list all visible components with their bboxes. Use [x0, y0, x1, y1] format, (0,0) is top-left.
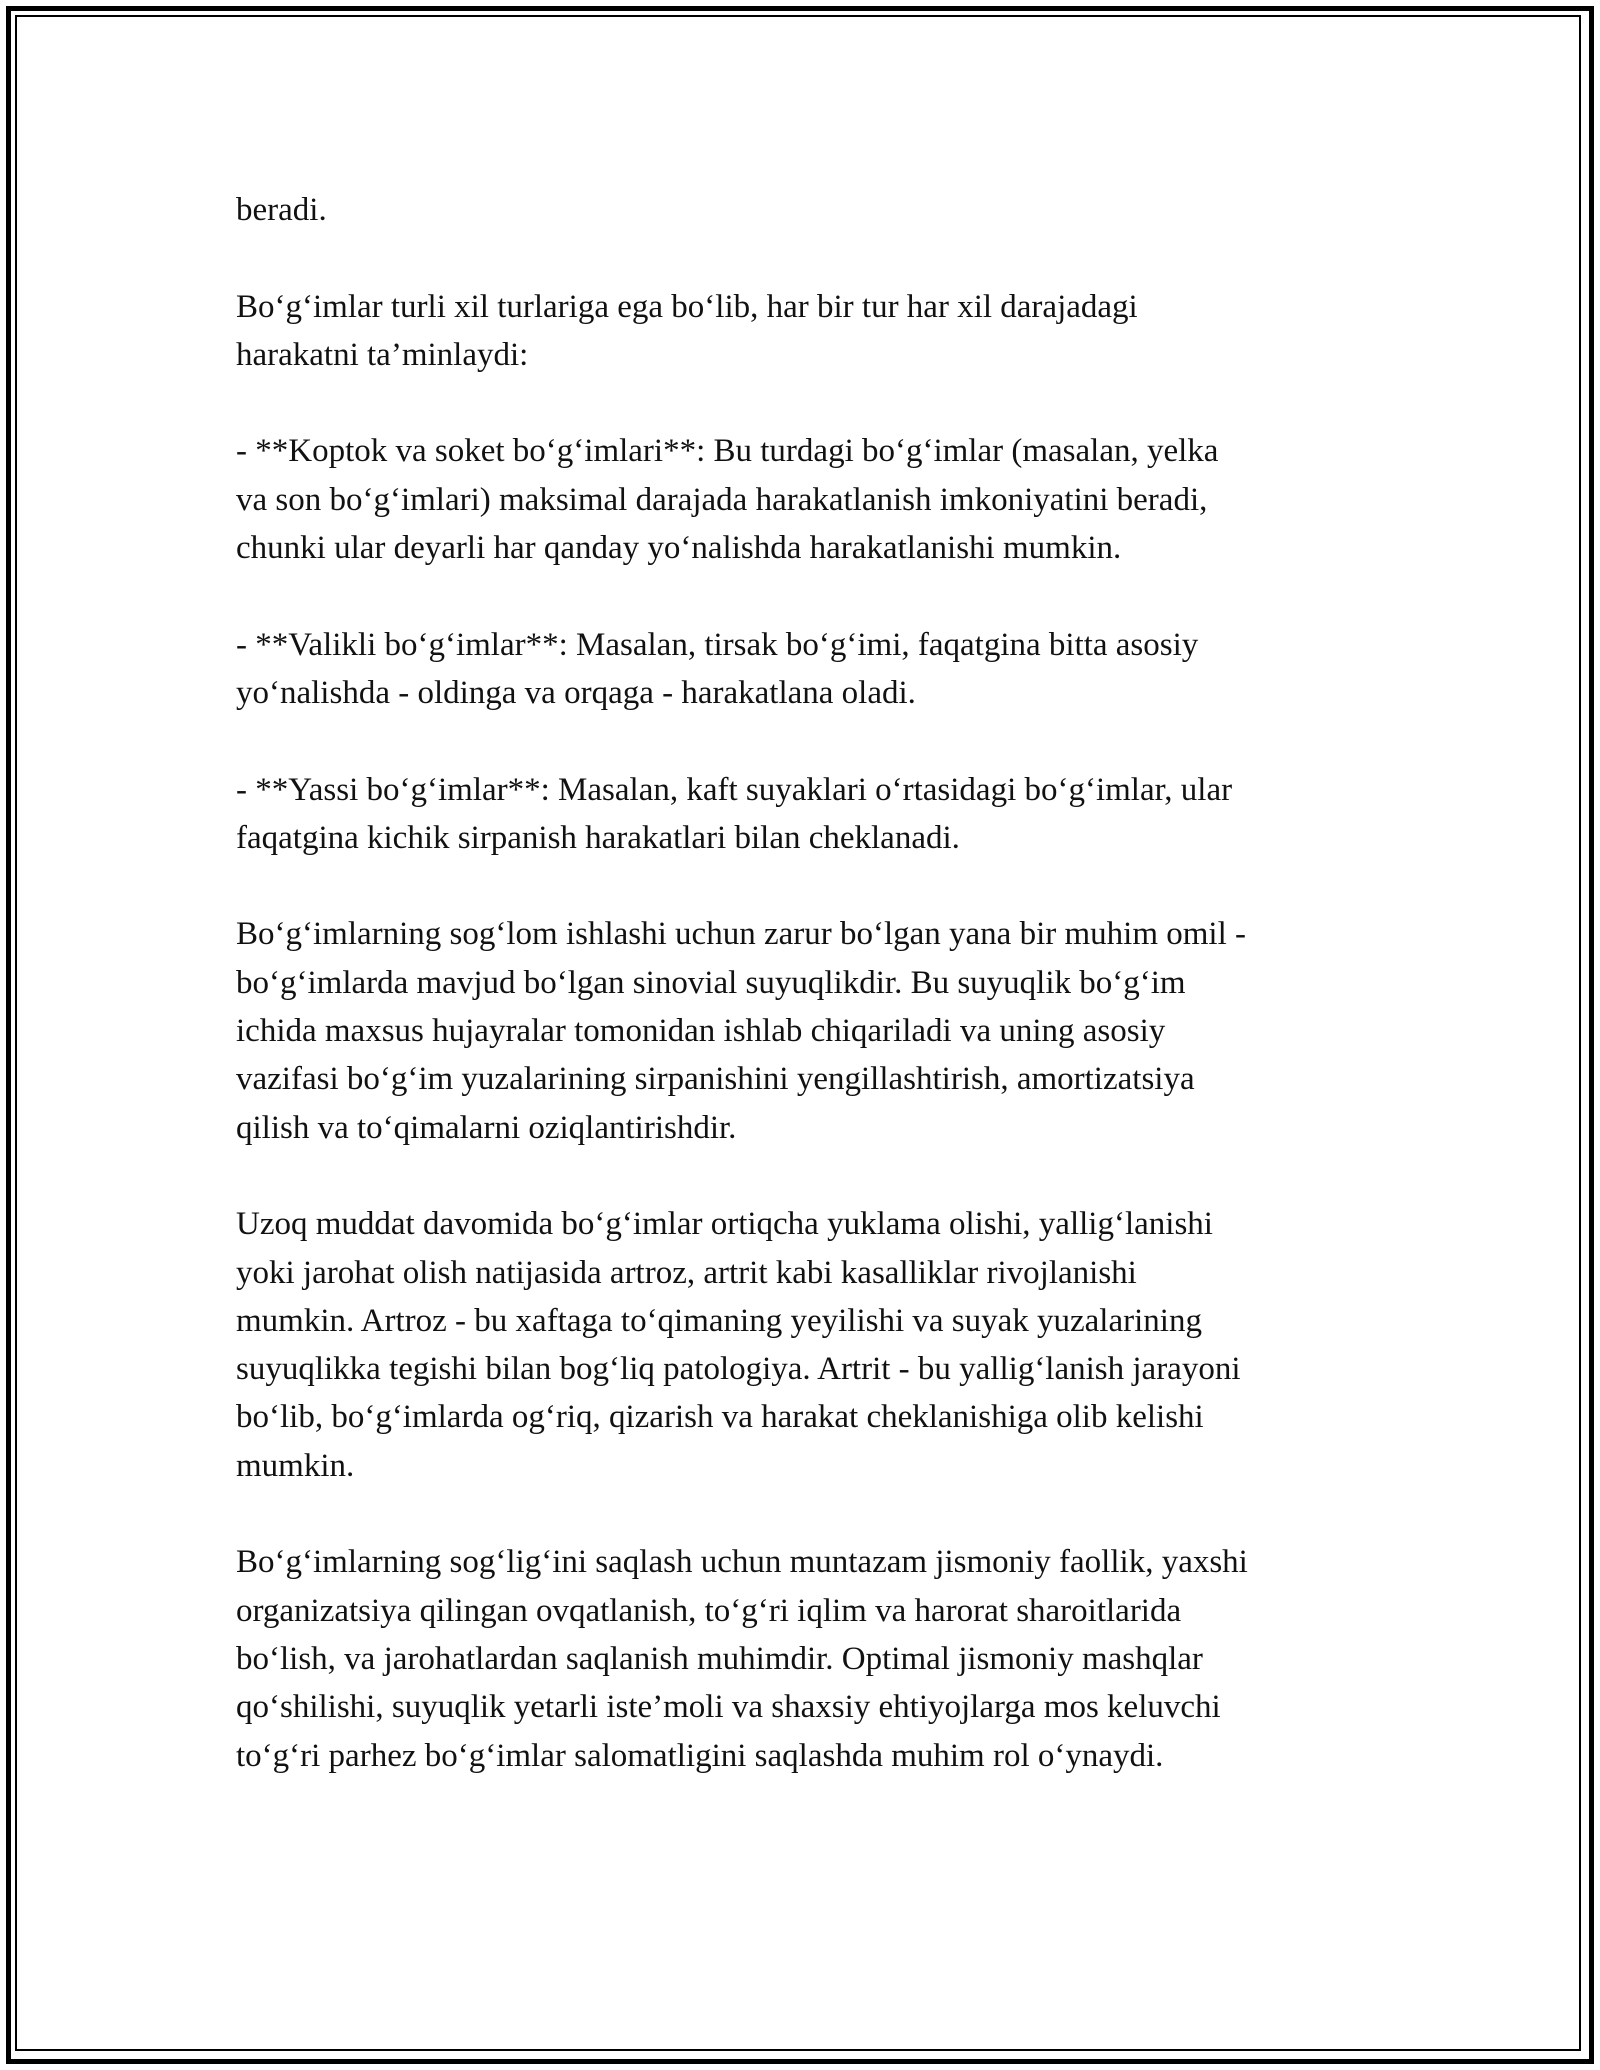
list-item-hinge-joints: - **Valikli bo‘g‘imlar**: Masalan, tirsak bo‘g‘imi, faqatgina bitta asosiy yo‘nalishda - oldinga va orqaga - harakatlana oladi.: [236, 626, 1199, 711]
paragraph-joint-types-intro: Bo‘g‘imlar turli xil turlariga ega bo‘lib, har bir tur har xil darajadagi harakatni ta’minlaydi:: [236, 288, 1138, 373]
paragraph-synovial-fluid: Bo‘g‘imlarning sog‘lom ishlashi uchun zarur bo‘lgan yana bir muhim omil - bo‘g‘imlarda mavjud bo‘lgan sinovial suyuqlikdir. Bu suyuqlik bo‘g‘im ichida maxsus hujayralar tomonidan ishlab chiqariladi va uning asosiy vazifasi bo‘g‘im yuzalarining sirpanishini yengillashtirish, amortizatsiya qilish va to‘qimalarni oziqlantirishdir.: [236, 916, 1246, 1146]
document-body: [236, 186, 1376, 1780]
list-item-plane-joints: - **Yassi bo‘g‘imlar**: Masalan, kaft suyaklari o‘rtasidagi bo‘g‘imlar, ular faqatgina kichik sirpanish harakatlari bilan cheklanadi.: [236, 771, 1233, 856]
paragraph-joint-health: Bo‘g‘imlarning sog‘lig‘ini saqlash uchun muntazam jismoniy faollik, yaxshi organizatsiya qilingan ovqatlanish, to‘g‘ri iqlim va harorat sharoitlarida bo‘lish, va jarohatlardan saqlanish muhimdir. Optimal jismoniy mashqlar qo‘shilishi, suyuqlik yetarli iste’moli va shaxsiy ehtiyojlarga mos keluvchi to‘g‘ri parhez bo‘g‘imlar salomatligini saqlashda muhim rol o‘ynaydi.: [236, 1544, 1248, 1774]
paragraph-joint-diseases: Uzoq muddat davomida bo‘g‘imlar ortiqcha yuklama olishi, yallig‘lanishi yoki jarohat olish natijasida artroz, artrit kabi kasalliklar rivojlanishi mumkin. Artroz - bu xaftaga to‘qimaning yeyilishi va suyak yuzalarining suyuqlikka tegishi bilan bog‘liq patologiya. Artrit - bu yallig‘lanish jarayoni bo‘lib, bo‘g‘imlarda og‘riq, qizarish va harakat cheklanishiga olib kelishi mumkin.: [236, 1206, 1241, 1484]
paragraph-continuation: beradi.: [236, 192, 327, 228]
list-item-ball-socket-joints: - **Koptok va soket bo‘g‘imlari**: Bu turdagi bo‘g‘imlar (masalan, yelka va son bo‘g‘imlari) maksimal darajada harakatlanish imkoniyatini beradi, chunki ular deyarli har qanday yo‘nalishda harakatlanishi mumkin.: [236, 433, 1219, 567]
